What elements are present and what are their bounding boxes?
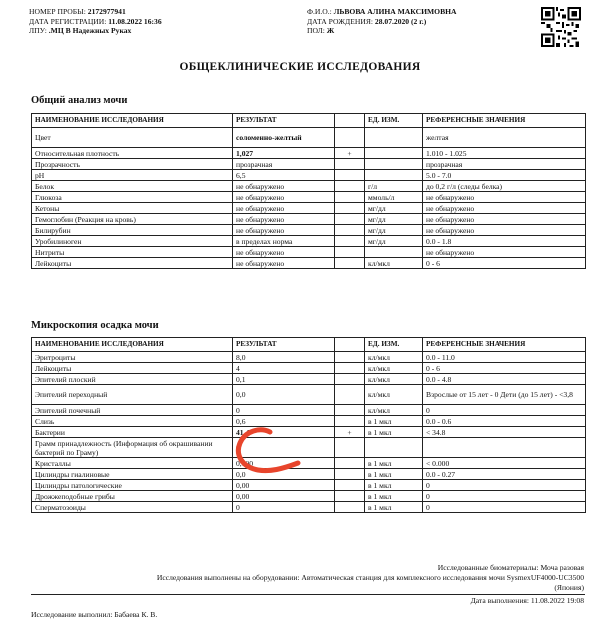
cell-flag [335, 480, 365, 491]
cell-reference: не обнаружено [423, 214, 586, 225]
table-row [32, 236, 586, 247]
cell-unit: кл/мкл [365, 258, 423, 269]
cell-unit [365, 148, 423, 159]
cell-test-name: Эпителий переходный [32, 385, 233, 405]
cell-reference: не обнаружено [423, 225, 586, 236]
cell-test-name: Цилиндры патологические [32, 480, 233, 491]
cell-flag [335, 159, 365, 170]
cell-result: 0,00 [233, 491, 335, 502]
cell-test-name: Бактерии [32, 427, 233, 438]
table-row [32, 416, 586, 427]
page-title: ОБЩЕКЛИНИЧЕСКИЕ ИССЛЕДОВАНИЯ [179, 61, 421, 73]
cell-unit: мг/дл [365, 214, 423, 225]
table-row [32, 363, 586, 374]
cell-test-name: pH [32, 170, 233, 181]
dob-label: ДАТА РОЖДЕНИЯ: [307, 16, 374, 26]
cell-flag [335, 502, 365, 513]
cell-reference: 0 - 6 [423, 363, 586, 374]
performer: Исследование выполнил: Бабаева К. В. [31, 610, 158, 619]
reg-label: ДАТА РЕГИСТРАЦИИ: [29, 16, 107, 26]
cell-reference [423, 438, 586, 458]
cell-result: не обнаружено [233, 192, 335, 203]
microscopy-table [31, 337, 586, 513]
cell-flag [335, 247, 365, 258]
cell-unit: в 1 мкл [365, 416, 423, 427]
equipment-note: Исследования выполнены на оборудовании: Автоматическая станция для комплексного исследования мочи SysmexUF4000-UC3500 [156, 573, 584, 582]
cell-test-name: Слизь [32, 416, 233, 427]
cell-reference: 0.0 - 4.8 [423, 374, 586, 385]
table-row [32, 203, 586, 214]
cell-result: не обнаружено [233, 225, 335, 236]
column-header-name: НАИМЕНОВАНИЕ ИССЛЕДОВАНИЯ [32, 114, 233, 128]
cell-result: 0,0 [233, 469, 335, 480]
column-header-reference: РЕФЕРЕНСНЫЕ ЗНАЧЕНИЯ [423, 338, 586, 352]
birth-date: 28.07.2020 (2 г.) [374, 16, 427, 26]
table-row [32, 148, 586, 159]
cell-test-name: Прозрачность [32, 159, 233, 170]
cell-unit: кл/мкл [365, 363, 423, 374]
table-row [32, 258, 586, 269]
column-header-flag [335, 338, 365, 352]
cell-test-name: Гемоглобин (Реакция на кровь) [32, 214, 233, 225]
cell-result: 0,6 [233, 416, 335, 427]
column-header-result: РЕЗУЛЬТАТ [233, 114, 335, 128]
cell-flag [335, 170, 365, 181]
table-row [32, 192, 586, 203]
table-header-row [32, 114, 586, 128]
table-row [32, 385, 586, 405]
cell-reference: желтая [423, 128, 586, 148]
cell-unit: кл/мкл [365, 405, 423, 416]
footer-divider [31, 594, 585, 595]
cell-reference: до 0,2 г/л (следы белка) [423, 181, 586, 192]
cell-unit: ммоль/л [365, 192, 423, 203]
cell-unit: в 1 мкл [365, 427, 423, 438]
cell-test-name: Кристаллы [32, 458, 233, 469]
cell-result: соломенно-желтый [233, 128, 335, 148]
table-row [32, 247, 586, 258]
cell-result: прозрачная [233, 159, 335, 170]
cell-reference: 0 - 6 [423, 258, 586, 269]
table-header-row [32, 338, 586, 352]
cell-reference: 0 [423, 491, 586, 502]
cell-result: 0 [233, 405, 335, 416]
cell-flag [335, 181, 365, 192]
cell-result: не обнаружено [233, 181, 335, 192]
cell-reference: < 34.8 [423, 427, 586, 438]
cell-unit: г/л [365, 181, 423, 192]
patient-header [29, 7, 489, 36]
cell-reference: 0.0 - 0.27 [423, 469, 586, 480]
cell-result: 4 [233, 363, 335, 374]
clinic-name: .МЦ В Надежных Руках [48, 26, 132, 35]
patient-sex: Ж [326, 26, 335, 35]
cell-unit: в 1 мкл [365, 458, 423, 469]
cell-test-name: Глюкоза [32, 192, 233, 203]
cell-reference: 0 [423, 405, 586, 416]
cell-reference: 1.010 - 1.025 [423, 148, 586, 159]
cell-result: 0,00 [233, 480, 335, 491]
cell-flag [335, 405, 365, 416]
cell-unit: мг/дл [365, 225, 423, 236]
cell-flag [335, 416, 365, 427]
cell-unit: кл/мкл [365, 374, 423, 385]
cell-reference: 0.0 - 1.8 [423, 236, 586, 247]
cell-flag: + [335, 148, 365, 159]
cell-flag [335, 258, 365, 269]
cell-result: не обнаружено [233, 203, 335, 214]
sex-label: ПОЛ: [307, 26, 325, 35]
cell-unit: кл/мкл [365, 352, 423, 363]
cell-unit [365, 438, 423, 458]
cell-unit: мг/дл [365, 236, 423, 247]
cell-reference: Взрослые от 15 лет - 0 Дети (до 15 лет) - <3,8 [423, 385, 586, 405]
cell-flag [335, 214, 365, 225]
column-header-name: НАИМЕНОВАНИЕ ИССЛЕДОВАНИЯ [32, 338, 233, 352]
cell-flag [335, 491, 365, 502]
table-row [32, 480, 586, 491]
table-row [32, 469, 586, 480]
cell-test-name: Кетоны [32, 203, 233, 214]
cell-reference: 0.0 - 11.0 [423, 352, 586, 363]
cell-flag [335, 363, 365, 374]
cell-flag [335, 385, 365, 405]
biomaterial-note: Исследованные биоматериалы: Моча разовая [437, 563, 584, 572]
table-row [32, 458, 586, 469]
qr-code-icon [541, 7, 581, 47]
table-row [32, 214, 586, 225]
column-header-flag [335, 114, 365, 128]
cell-test-name: Билирубин [32, 225, 233, 236]
column-header-result: РЕЗУЛЬТАТ [233, 338, 335, 352]
table-row [32, 159, 586, 170]
cell-reference: не обнаружено [423, 203, 586, 214]
cell-test-name: Дрожжеподобные грибы [32, 491, 233, 502]
patient-name: ЛЬВОВА АЛИНА МАКСИМОВНА [333, 7, 457, 16]
cell-flag [335, 352, 365, 363]
cell-test-name: Цилиндры гиалиновые [32, 469, 233, 480]
cell-test-name: Относительная плотность [32, 148, 233, 159]
cell-reference: < 0.000 [423, 458, 586, 469]
cell-flag [335, 225, 365, 236]
cell-test-name: Сперматозоиды [32, 502, 233, 513]
cell-result: не обнаружено [233, 258, 335, 269]
lpu-label: ЛПУ: [29, 26, 47, 35]
cell-test-name: Лейкоциты [32, 363, 233, 374]
cell-result: 41,4 [233, 427, 335, 438]
cell-flag [335, 128, 365, 148]
cell-result: 0,0 [233, 385, 335, 405]
cell-unit [365, 247, 423, 258]
cell-flag [335, 438, 365, 458]
table-row [32, 181, 586, 192]
cell-reference: 0 [423, 502, 586, 513]
cell-unit: в 1 мкл [365, 502, 423, 513]
cell-flag [335, 236, 365, 247]
cell-reference: 5.0 - 7.0 [423, 170, 586, 181]
cell-test-name: Эритроциты [32, 352, 233, 363]
completion-date: Дата выполнения: 11.08.2022 19:08 [470, 596, 584, 605]
cell-flag [335, 203, 365, 214]
cell-flag [335, 469, 365, 480]
cell-test-name: Грамм принадлежность (Информация об окрашивании бактерий по Граму) [32, 438, 233, 458]
sample-label: НОМЕР ПРОБЫ: [29, 7, 86, 16]
section-title-microscopy: Микроскопия осадка мочи [31, 320, 159, 331]
registration-date: 11.08.2022 16:36 [108, 16, 162, 26]
column-header-unit: ЕД. ИЗМ. [365, 338, 423, 352]
cell-result: 0,1 [233, 374, 335, 385]
cell-unit: в 1 мкл [365, 480, 423, 491]
cell-unit [365, 159, 423, 170]
column-header-reference: РЕФЕРЕНСНЫЕ ЗНАЧЕНИЯ [423, 114, 586, 128]
table-row [32, 405, 586, 416]
cell-test-name: Эпителий плоский [32, 374, 233, 385]
table-row [32, 352, 586, 363]
cell-reference: не обнаружено [423, 247, 586, 258]
sample-number: 2172977941 [87, 7, 126, 16]
cell-flag [335, 192, 365, 203]
fio-label: Ф.И.О.: [307, 7, 332, 16]
cell-unit: кл/мкл [365, 385, 423, 405]
cell-test-name: Белок [32, 181, 233, 192]
cell-result: 0 [233, 502, 335, 513]
cell-reference: прозрачная [423, 159, 586, 170]
table-row [32, 438, 586, 458]
table-row [32, 427, 586, 438]
cell-unit: в 1 мкл [365, 491, 423, 502]
cell-result: в пределах норма [233, 236, 335, 247]
cell-unit: в 1 мкл [365, 469, 423, 480]
cell-flag [335, 458, 365, 469]
table-row [32, 128, 586, 148]
cell-result: не обнаружено [233, 214, 335, 225]
cell-result: не обнаружено [233, 247, 335, 258]
cell-test-name: Цвет [32, 128, 233, 148]
cell-result: 8,0 [233, 352, 335, 363]
table-row [32, 170, 586, 181]
cell-unit [365, 170, 423, 181]
cell-result: 6,5 [233, 170, 335, 181]
equipment-country: (Япония) [554, 583, 584, 592]
cell-reference: не обнаружено [423, 192, 586, 203]
urinalysis-table [31, 113, 586, 269]
cell-unit [365, 128, 423, 148]
cell-result: 0,000 [233, 458, 335, 469]
cell-test-name: Эпителий почечный [32, 405, 233, 416]
table-row [32, 225, 586, 236]
cell-test-name: Нитриты [32, 247, 233, 258]
column-header-unit: ЕД. ИЗМ. [365, 114, 423, 128]
cell-result: 1,027 [233, 148, 335, 159]
cell-unit: мг/дл [365, 203, 423, 214]
section-title-urinalysis: Общий анализ мочи [31, 95, 128, 106]
cell-reference: 0.0 - 0.6 [423, 416, 586, 427]
cell-flag [335, 374, 365, 385]
cell-flag: + [335, 427, 365, 438]
table-row [32, 491, 586, 502]
cell-result: 0 [233, 438, 335, 458]
cell-reference: 0 [423, 480, 586, 491]
cell-test-name: Лейкоциты [32, 258, 233, 269]
cell-test-name: Уробилиноген [32, 236, 233, 247]
table-row [32, 374, 586, 385]
table-row [32, 502, 586, 513]
